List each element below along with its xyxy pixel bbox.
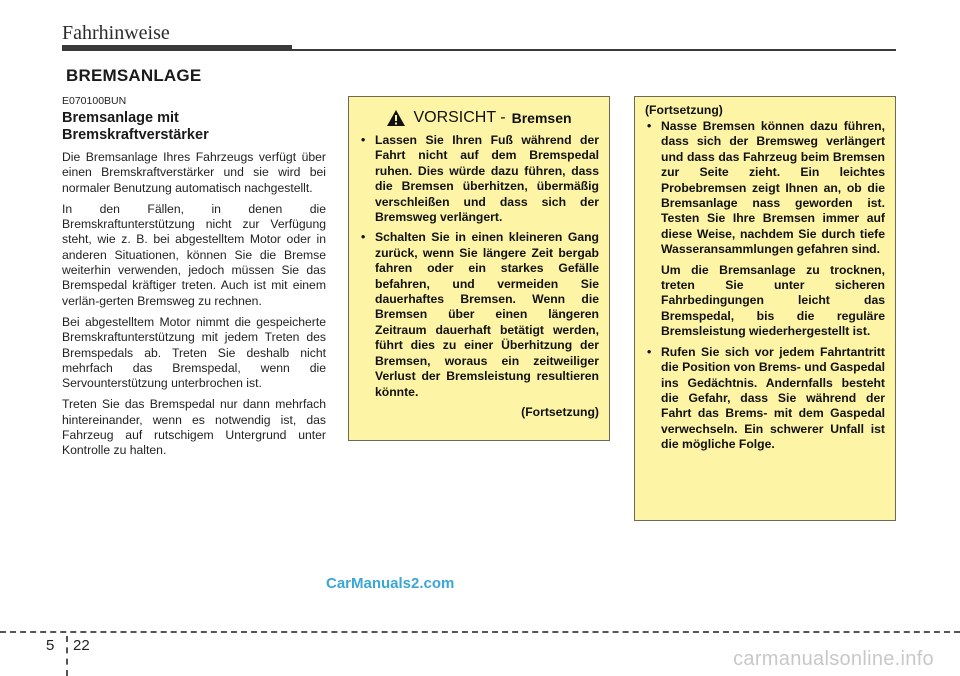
caution-subtitle: Bremsen <box>511 110 572 126</box>
subheading-line-2: Bremskraftverstärker <box>62 127 209 143</box>
page-number: 22 <box>73 637 90 654</box>
bullet: • <box>361 133 366 147</box>
list-item-text: Schalten Sie in einen kleineren Gang zurück, wenn Sie längere Zeit bergab fahren oder ein starkes Gefälle befahren, und vermeiden Sie dauerhaftes Bremsen. Wenn die Bremsen über einen längeren Zeitraum dauerhaft betätigt werden, führt dies zu einer Überhitzung der Bremsen, woraus ein zeitweiliger Verlust der Bremsleistung resultieren könnte. <box>375 230 599 399</box>
section-code: E070100BUN <box>62 95 127 107</box>
caution-title: VORSICHT - <box>413 109 506 126</box>
list-item-text: Nasse Bremsen können dazu führen, dass sich der Bremsweg verlängert und dass das Fahrzeug beim Bremsen zur Seite zieht. Ein leichtes Probebremsen zeigt Ihnen an, ob die Bremsanlage nass geworden ist. Testen Sie Ihre Bremsen immer auf diese Weise, nachdem Sie durch tiefe Wasseransammlungen gefahren sind. <box>661 119 885 257</box>
subheading <box>62 110 326 144</box>
caution-list <box>359 133 599 400</box>
list-item-text: Rufen Sie sich vor jedem Fahrtantritt die Position von Brems- und Gaspedal ins Gedächtnis. Andernfalls besteht die Gefahr, dass Sie während der Fahrt das Brems- mit dem Gaspedal verwechseln. Ein schwerer Unfall ist die mögliche Folge. <box>661 344 885 452</box>
continuation-label: (Fortsetzung) <box>645 103 723 117</box>
bullet: • <box>647 344 652 359</box>
section-title: BREMSANLAGE <box>66 66 202 85</box>
body-paragraph: Die Bremsanlage Ihres Fahrzeugs verfügt über einen Bremskraftverstärker und sie wird bei normaler Benutzung automatisch nachgestellt. <box>62 150 326 195</box>
header-rule-thin <box>292 49 896 51</box>
list-item-text: Lassen Sie Ihren Fuß während der Fahrt nicht auf dem Bremspedal ruhen. Dies würde dazu führen, dass die Bremsen überhitzen, übermäßig verschleißen und dass sich der Bremsweg verlängert. <box>375 133 599 225</box>
list-item <box>359 133 599 225</box>
caution-box <box>348 96 610 441</box>
bullet: • <box>361 230 366 245</box>
continued-label: (Fortsetzung) <box>521 404 599 419</box>
subheading-line-1: Bremsanlage mit <box>62 110 179 126</box>
watermark-link[interactable]: CarManuals2.com <box>326 575 455 592</box>
footer-divider <box>66 636 68 676</box>
warning-triangle-icon <box>386 109 406 127</box>
footer-rule <box>0 631 960 633</box>
body-paragraph: In den Fällen, in denen die Bremskraftunterstützung nicht zur Verfügung steht, wie z. B. bei abgestelltem Motor oder in anderen Situationen, können Sie die Bremse weiterhin verwenden, jedoch müssen Sie das Bremspedal kräftiger treten. Auch ist mit einem verlän-gerten Bremsweg zu rechnen. <box>62 201 326 308</box>
footer-site-watermark: carmanualsonline.info <box>733 648 934 670</box>
list-item-extra-text: Um die Bremsanlage zu trocknen, treten Sie unter sicheren Fahrbedingungen leicht das Bremspedal, bis die reguläre Bremsleistung wiederhergestellt ist. <box>661 262 885 339</box>
list-item <box>645 345 885 453</box>
body-paragraph: Bei abgestelltem Motor nimmt die gespeicherte Bremskraftunterstützung mit jedem Treten des Bremspedals ab. Treten Sie deshalb nicht mehrfach das Bremspedal, wenn die Servounterstützung unterbrochen ist. <box>62 314 326 391</box>
bullet: • <box>647 119 652 133</box>
continuation-list <box>645 119 885 453</box>
continuation-box <box>634 96 896 521</box>
caution-header <box>359 109 599 127</box>
left-column <box>62 95 326 459</box>
header-rule-thick <box>62 45 292 51</box>
page-chapter-number: 5 <box>46 637 55 654</box>
list-item <box>359 230 599 399</box>
body-paragraph: Treten Sie das Bremspedal nur dann mehrfach hintereinander, wenn es notwendig ist, das Fahrzeug auf rutschigem Untergrund unter Kontrolle zu halten. <box>62 397 326 458</box>
list-item <box>645 119 885 340</box>
chapter-title: Fahrhinweise <box>62 22 170 44</box>
